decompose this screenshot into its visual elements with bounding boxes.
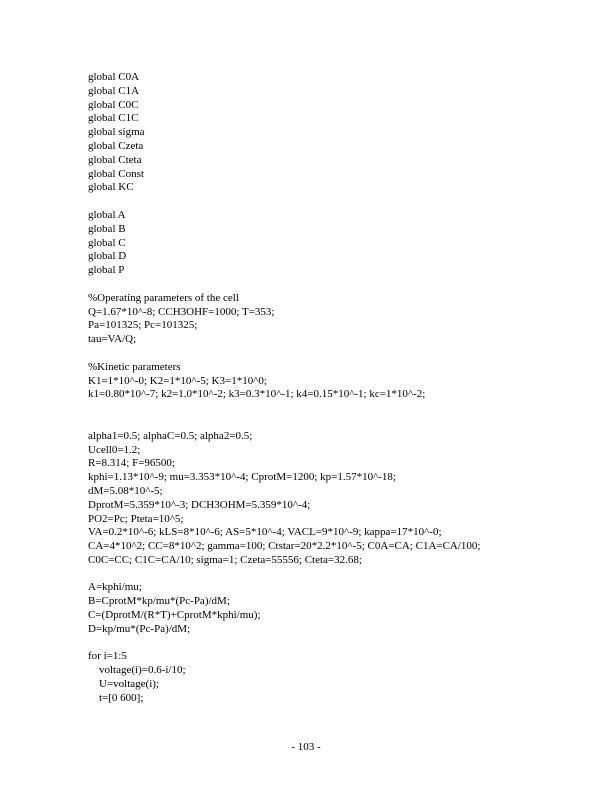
code-line: K1=1*10^-0; K2=1*10^-5; K3=1*10^0;: [88, 374, 267, 387]
code-line: global A: [88, 208, 126, 221]
page-number: - 103 -: [291, 741, 321, 753]
code-line: k1=0.80*10^-7; k2=1.0*10^-2; k3=0.3*10^-1; k4=0.15*10^-1; kc=1*10^-2;: [88, 388, 426, 401]
code-line: kphi=1.13*10^-9; mu=3.353*10^-4; CprotM=1200; kp=1.57*10^-18;: [88, 471, 396, 484]
code-line: voltage(i)=0.6-i/10;: [88, 664, 186, 677]
code-line: C=(DprotM/(R*T)+CprotM*kphi/mu);: [88, 609, 261, 622]
blank-line: [88, 568, 588, 582]
code-line: Q=1.67*10^-8; CCH3OHF=1000; T=353;: [88, 305, 275, 318]
code-line: %Kinetic parameters: [88, 360, 181, 373]
code-line: global sigma: [88, 126, 145, 139]
code-line: global B: [88, 222, 126, 235]
code-line: global Czeta: [88, 139, 144, 152]
code-line: dM=5.08*10^-5;: [88, 484, 163, 497]
code-line: global P: [88, 264, 125, 277]
code-line: global C1C: [88, 112, 139, 125]
code-line: global Cteta: [88, 153, 142, 166]
code-line: PO2=Pc; Pteta=10^5;: [88, 512, 184, 525]
code-line: global C0A: [88, 71, 140, 83]
code-line: global C1A: [88, 84, 140, 97]
code-line: tau=VA/Q;: [88, 333, 137, 346]
code-line: DprotM=5.359*10^-3; DCH3OHM=5.359*10^-4;: [88, 498, 311, 511]
code-line: Pa=101325; Pc=101325;: [88, 319, 198, 332]
blank-line: [88, 637, 588, 651]
code-line: U=voltage(i);: [88, 678, 159, 691]
code-line: A=kphi/mu;: [88, 581, 142, 594]
code-line: B=CprotM*kp/mu*(Pc-Pa)/dM;: [88, 595, 230, 608]
blank-line: [88, 278, 588, 292]
code-line: C0C=CC; C1C=CA/10; sigma=1; Czeta=55556; Cteta=32.68;: [88, 553, 362, 566]
code-line: Ucell0=1.2;: [88, 443, 141, 456]
code-line: global C0C: [88, 98, 139, 111]
code-line: t=[0 600];: [88, 691, 144, 704]
blank-line: [88, 402, 588, 416]
code-line: %Operating parameters of the cell: [88, 291, 239, 304]
code-line: D=kp/mu*(Pc-Pa)/dM;: [88, 622, 191, 635]
blank-line: [88, 347, 588, 361]
code-line: R=8.314; F=96500;: [88, 457, 175, 470]
code-line: global D: [88, 250, 127, 263]
code-line: global C: [88, 236, 126, 249]
code-line: CA=4*10^2; CC=8*10^2; gamma=100; Ctstar=20*2.2*10^-5; C0A=CA; C1A=CA/100;: [88, 540, 481, 553]
code-line: alpha1=0.5; alphaC=0.5; alpha2=0.5;: [88, 429, 253, 442]
code-line: VA=0.2*10^-6; kLS=8*10^-6; AS=5*10^-4; VACL=9*10^-9; kappa=17*10^-0;: [88, 526, 442, 539]
code-line: for i=1:5: [88, 650, 127, 663]
code-line: global KC: [88, 181, 134, 194]
code-listing: [88, 71, 588, 706]
code-line: global Const: [88, 167, 144, 180]
blank-line: [88, 416, 588, 430]
blank-line: [88, 195, 588, 209]
